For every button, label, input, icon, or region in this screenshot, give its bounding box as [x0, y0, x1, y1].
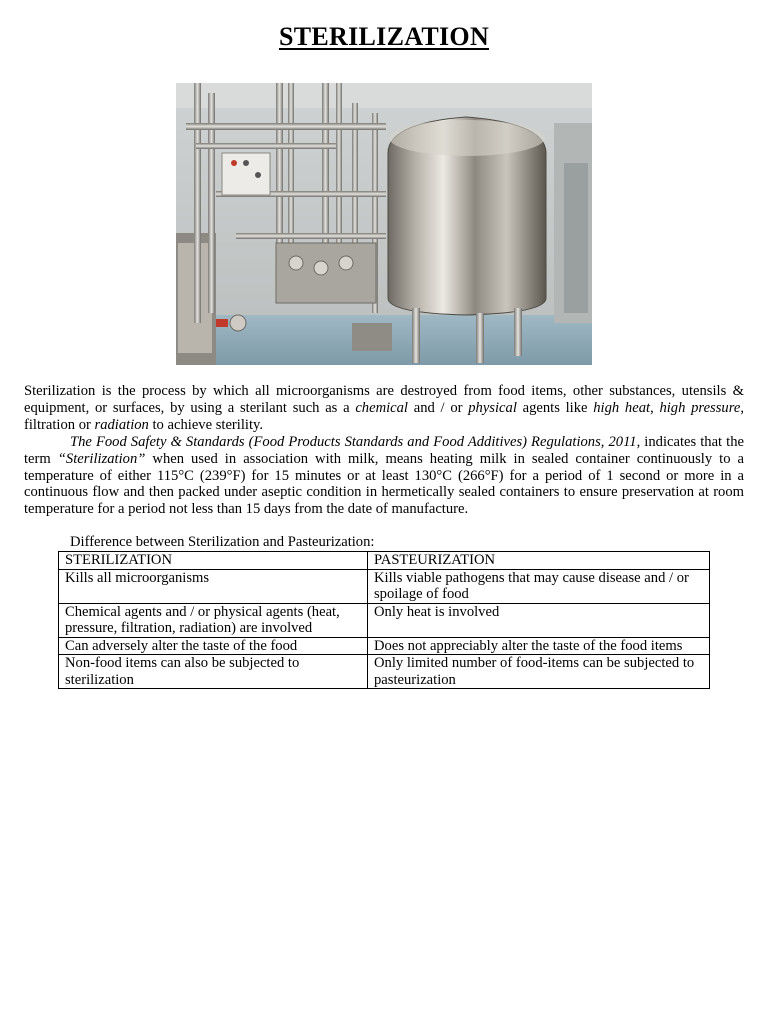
regulation-name: The Food Safety & Standards (Food Products Standards and Food Additives) Regulations, 2011	[70, 434, 637, 450]
table-cell: Does not appreciably alter the taste of the food items	[368, 637, 710, 655]
table-row	[59, 603, 710, 637]
header-pasteurization: PASTEURIZATION	[368, 552, 710, 570]
table-header-row	[59, 552, 710, 570]
intro-paragraph: Sterilization is the process by which all microorganisms are destroyed from food items, other substances, utensils & equipment, or surfaces, by using a sterilant such as a chemical and / or physical agents like high heat, high pressure, filtration or radiation to achieve sterility.	[24, 383, 744, 433]
table-row	[59, 569, 710, 603]
comparison-table	[58, 551, 710, 689]
table-cell: Can adversely alter the taste of the food	[59, 637, 368, 655]
table-cell: Kills viable pathogens that may cause disease and / or spoilage of food	[368, 569, 710, 603]
table-cell: Chemical agents and / or physical agents (heat, pressure, filtration, radiation) are involved	[59, 603, 368, 637]
table-caption: Difference between Sterilization and Pasteurization:	[70, 534, 375, 550]
table-row	[59, 637, 710, 655]
table-cell: Kills all microorganisms	[59, 569, 368, 603]
sterilization-term: “Sterilization”	[57, 450, 146, 467]
regulation-paragraph: The Food Safety & Standards (Food Products Standards and Food Additives) Regulations, 2011, indicates that the term “Sterilization” when used in association with milk, means heating milk in sealed container continuously to a temperature of either 115°C (239°F) for 15 minutes or at least 130°C (266°F) for a period of 1 second or more in a continuous flow and then packed under aseptic condition in hermetically sealed containers to ensure preservation at room temperature for a period not less than 15 days from the date of manufacture.	[24, 434, 744, 518]
header-sterilization: STERILIZATION	[59, 552, 368, 570]
table-cell: Non-food items can also be subjected to sterilization	[59, 655, 368, 689]
table-cell: Only heat is involved	[368, 603, 710, 637]
page-title: STERILIZATION	[278, 22, 490, 51]
table-cell: Only limited number of food-items can be subjected to pasteurization	[368, 655, 710, 689]
sterilization-equipment-photo	[176, 83, 592, 365]
table-row	[59, 655, 710, 689]
